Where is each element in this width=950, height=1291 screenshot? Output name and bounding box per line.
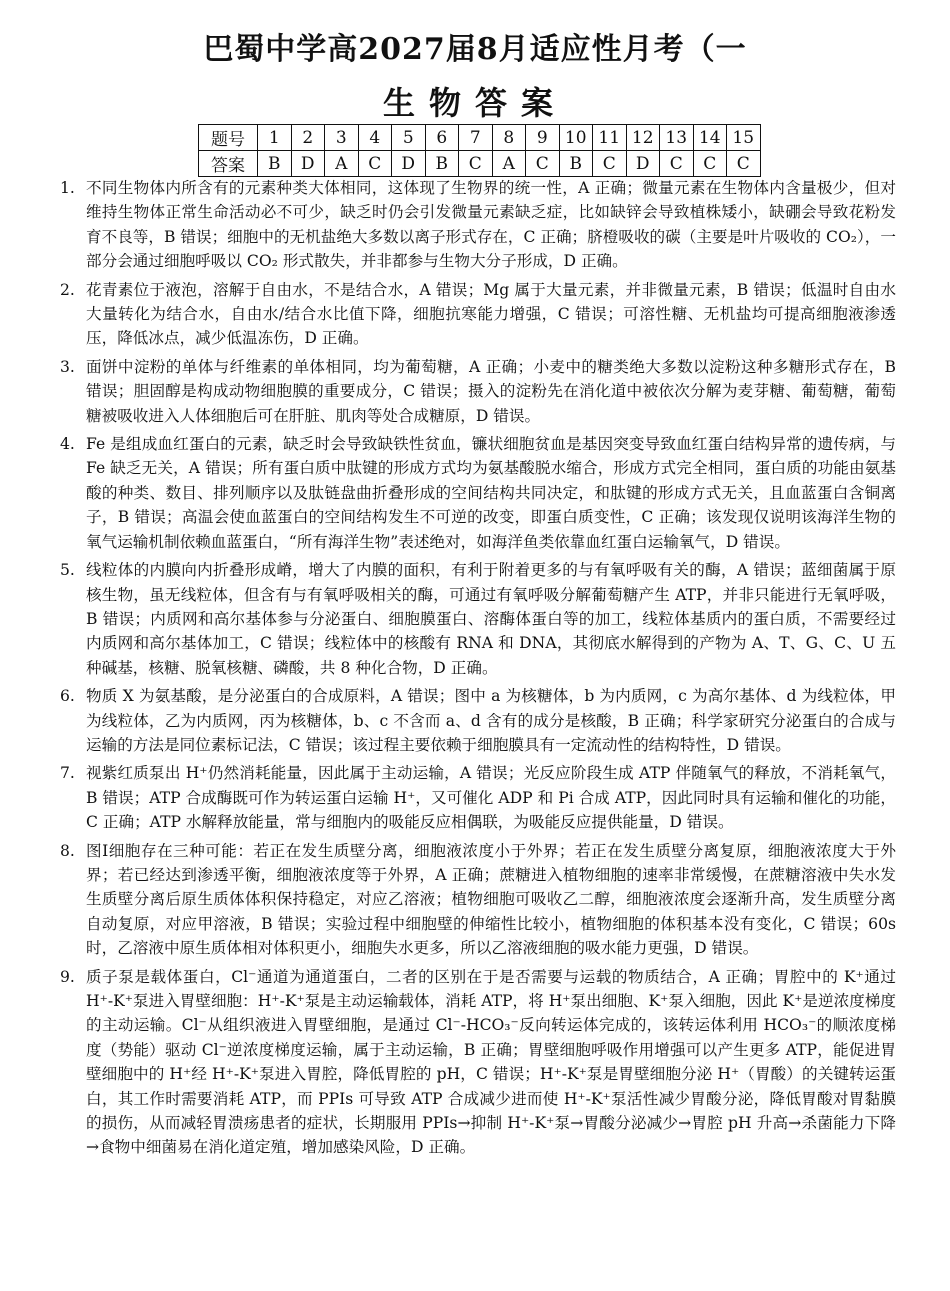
answer-cell: C: [593, 151, 627, 177]
answer-cell: A: [492, 151, 526, 177]
answer-cell: B: [258, 151, 292, 177]
answer-cell: B: [425, 151, 459, 177]
question-number-cell: 6: [425, 125, 459, 151]
question-number-cell: 10: [559, 125, 593, 151]
item-text: 面饼中淀粉的单体与纤维素的单体相同，均为葡萄糖，A 正确；小麦中的糖类绝大多数以淀粉这种多糖形式存在，B 错误；胆固醇是构成动物细胞膜的重要成分，C 错误；摄入的淀粉先在消化道中被依次分解为麦芽糖、葡萄糖，葡萄糖被吸收进入人体细胞后可在肝脏、肌肉等处合成糖原，D 错误。: [86, 357, 896, 425]
question-number-cell: 14: [693, 125, 727, 151]
item-number: 7.: [60, 764, 75, 783]
answer-cell: D: [392, 151, 426, 177]
answer-explanations: [60, 176, 896, 1164]
question-number-cell: 13: [660, 125, 694, 151]
question-number-cell: 12: [626, 125, 660, 151]
item-number: 8.: [60, 841, 75, 860]
answer-cell: C: [727, 151, 761, 177]
answer-cell: C: [526, 151, 560, 177]
item-text: 图Ⅰ细胞存在三种可能：若正在发生质壁分离，细胞液浓度小于外界；若正在发生质壁分离复原，细胞液浓度大于外界；若已经达到渗透平衡，细胞液浓度等于外界，A 正确；蔗糖进入植物细胞的速率非常缓慢，在蔗糖溶液中失水发生质壁分离后原生质体体积保持稳定，对应乙溶液；植物细胞可吸收乙二醇，细胞液浓度会逐渐升高，发生质壁分离自动复原，对应甲溶液，B 错误；实验过程中细胞壁的伸缩性比较小，植物细胞的体积基本没有变化，C 错误；60s 时，乙溶液中原生质体相对体积更小，细胞失水更多，所以乙溶液细胞的吸水能力更强，D 错误。: [86, 841, 896, 958]
item-number: 3.: [60, 357, 75, 376]
item-text: 质子泵是载体蛋白，Cl⁻通道为通道蛋白，二者的区别在于是否需要与运载的物质结合，A 正确；胃腔中的 K⁺通过 H⁺-K⁺泵进入胃壁细胞：H⁺-K⁺泵是主动运输载体，消耗 ATP，将 H⁺泵出细胞、K⁺泵入细胞，因此 K⁺是逆浓度梯度的主动运输。Cl⁻从组织液进入胃壁细胞，是通过 Cl⁻-HCO₃⁻反向转运体完成的，该转运体利用 HCO₃⁻的顺浓度梯度（势能）驱动 Cl⁻逆浓度梯度运输，属于主动运输，B 正确；胃壁细胞呼吸作用增强可以产生更多 ATP，能促进胃壁细胞中的 H⁺经 H⁺-K⁺泵进入胃腔，降低胃腔的 pH，C 错误；H⁺-K⁺泵是胃壁细胞分泌 H⁺（胃酸）的关键转运蛋白，其工作时需要消耗 ATP，而 PPIs 可导致 ATP 合成减少进而使 H⁺-K⁺泵活性减少胃酸分泌，降低胃酸对胃黏膜的损伤，从而减轻胃溃疡患者的症状，长期服用 PPIs→抑制 H⁺-K⁺泵→胃酸分泌减少→胃腔 pH 升高→杀菌能力下降→食物中细菌易在消化道定殖，增加感染风险，D 正确。: [86, 967, 896, 1157]
item-text: Fe 是组成血红蛋白的元素，缺乏时会导致缺铁性贫血，镰状细胞贫血是基因突变导致血红蛋白结构异常的遗传病，与 Fe 缺乏无关，A 错误；所有蛋白质中肽键的形成方式均为氨基酸脱水缩合，形成方式完全相同，蛋白质的功能由氨基酸的种类、数目、排列顺序以及肽链盘曲折叠形成的空间结构共同决定，和肽键的形成方式无关，且血蓝蛋白含铜离子，B 错误；高温会使血蓝蛋白的空间结构发生不可逆的改变，即蛋白质变性，C 正确；该发现仅说明该海洋生物的氧气运输机制依赖血蓝蛋白，“所有海洋生物”表述绝对，如海洋鱼类依靠血红蛋白运输氧气，D 错误。: [86, 435, 896, 551]
question-number-label: 题号: [199, 125, 258, 151]
question-number-cell: 5: [392, 125, 426, 151]
page-title: 巴蜀中学高2027届8月适应性月考（一: [203, 32, 747, 67]
question-number-cell: 4: [358, 125, 392, 151]
item-text: 物质 X 为氨基酸，是分泌蛋白的合成原料，A 错误；图中 a 为核糖体，b 为内质网，c 为高尔基体、d 为线粒体，甲为线粒体，乙为内质网，丙为核糖体，b、c 不含而 a、d 含有的成分是核酸，B 正确；科学家研究分泌蛋白的合成与运输的方法是同位素标记法，C 错误；该过程主要依赖于细胞膜具有一定流动性的结构特性，D 错误。: [86, 687, 896, 754]
answer-cell: A: [325, 151, 359, 177]
question-number-cell: 11: [593, 125, 627, 151]
item-number: 9.: [60, 967, 75, 986]
answer-cell: C: [358, 151, 392, 177]
question-number-cell: 8: [492, 125, 526, 151]
answer-cell: D: [291, 151, 325, 177]
item-number: 5.: [60, 561, 75, 580]
question-number-cell: 7: [459, 125, 493, 151]
item-number: 2.: [60, 280, 75, 299]
explanation-item: [60, 355, 896, 428]
page-subtitle: 生物答案: [382, 84, 567, 122]
question-number-row: [199, 125, 761, 151]
answer-cell: C: [660, 151, 694, 177]
item-number: 6.: [60, 687, 75, 706]
answer-table: [198, 124, 761, 177]
answer-cell: D: [626, 151, 660, 177]
explanation-item: [60, 432, 896, 554]
item-text: 花青素位于液泡，溶解于自由水，不是结合水，A 错误；Mg 属于大量元素，并非微量元素，B 错误；低温时自由水大量转化为结合水，自由水/结合水比值下降，细胞抗寒能力增强，C 错误；可溶性糖、无机盐均可提高细胞液渗透压，降低冰点，减少低温冻伤，D 正确。: [86, 280, 896, 348]
item-text: 不同生物体内所含有的元素种类大体相同，这体现了生物界的统一性，A 正确；微量元素在生物体内含量极少，但对维持生物体正常生命活动必不可少，缺乏时仍会引发微量元素缺乏症，比如缺锌会导致植株矮小，缺硼会导致花粉发育不良等，B 错误；细胞中的无机盐绝大多数以离子形式存在，C 正确；脐橙吸收的碳（主要是叶片吸收的 CO₂），一部分会通过细胞呼吸以 CO₂ 形式散失，并非都参与生物大分子形成，D 正确。: [86, 179, 896, 271]
answer-cell: B: [559, 151, 593, 177]
explanation-item: [60, 965, 896, 1160]
item-text: 视紫红质泵出 H⁺仍然消耗能量，因此属于主动运输，A 错误；光反应阶段生成 ATP 伴随氧气的释放，不消耗氧气，B 错误；ATP 合成酶既可作为转运蛋白运输 H⁺，又可催化 ADP 和 Pi 合成 ATP，因此同时具有运输和催化的功能，C 正确；ATP 水解释放能量，常与细胞内的吸能反应相偶联，为吸能反应提供能量，D 错误。: [86, 764, 896, 832]
question-number-cell: 15: [727, 125, 761, 151]
answer-cell: C: [693, 151, 727, 177]
item-number: 1.: [60, 179, 75, 197]
explanation-item: [60, 558, 896, 680]
explanation-item: [60, 176, 896, 274]
answer-cell: C: [459, 151, 493, 177]
explanation-item: [60, 839, 896, 961]
item-text: 线粒体的内膜向内折叠形成嵴，增大了内膜的面积，有利于附着更多的与有氧呼吸有关的酶，A 错误；蓝细菌属于原核生物，虽无线粒体，但含有与有氧呼吸相关的酶，可通过有氧呼吸分解葡萄糖产生 ATP，并非只能进行无氧呼吸，B 错误；内质网和高尔基体参与分泌蛋白、细胞膜蛋白、溶酶体蛋白等的加工，线粒体基质内的蛋白质，不需要经过内质网和高尔基体加工，C 错误；线粒体中的核酸有 RNA 和 DNA，其彻底水解得到的产物为 A、T、G、C、U 五种碱基，核糖、脱氧核糖、磷酸，共 8 种化合物，D 正确。: [86, 561, 896, 677]
question-number-cell: 1: [258, 125, 292, 151]
explanation-item: [60, 278, 896, 351]
answer-label: 答案: [199, 151, 258, 177]
answer-row: [199, 151, 761, 177]
item-number: 4.: [60, 435, 75, 454]
question-number-cell: 3: [325, 125, 359, 151]
explanation-item: [60, 761, 896, 834]
explanation-item: [60, 684, 896, 757]
question-number-cell: 9: [526, 125, 560, 151]
question-number-cell: 2: [291, 125, 325, 151]
